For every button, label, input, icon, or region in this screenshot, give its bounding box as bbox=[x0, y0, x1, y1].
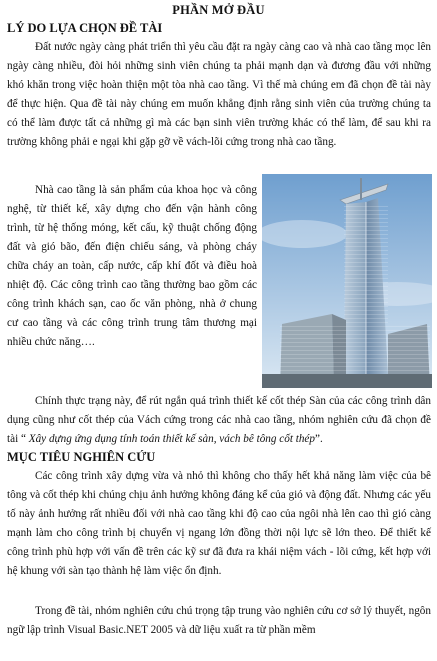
reason-paragraph-3-end: ”. bbox=[315, 433, 323, 445]
reason-paragraph-3-text: Chính thực trạng này, để rút ngắn quá trình thiết kế cốt thép Sàn của các công trình dân dụng cũng như cốt thép của Vách cứng trong các nhà cao tầng, nhóm nghiên cứu đã chọn đề tài “ bbox=[7, 395, 431, 445]
page-heading: PHẦN MỞ ĐẦU bbox=[172, 3, 265, 17]
reason-paragraph-1: Đất nước ngày càng phát triển thì yêu cầu đặt ra ngày càng cao và nhà cao tầng mọc lên ngày càng nhiều, đòi hỏi những sinh viên chúng ta phải mạnh dạn và đương đầu với những khó khăn trong việc hoàn thiện một tòa nhà cao tầng. Vì thế mà chúng em đã chọn đề tài này để thực hiện. Qua đề tài này chúng em muốn khẳng định rằng sinh viên của trường chúng ta có thể làm được tất cả những gì mà các bạn sinh viên trường khác có thể làm, để sau khi ra trường không phải e ngại khi gặp gỡ về vách-lõi cứng trong nhà cao tầng. bbox=[7, 41, 431, 148]
section-title-objective: MỤC TIÊU NGHIÊN CỨU bbox=[7, 450, 156, 464]
section-title-reason: LÝ DO LỰA CHỌN ĐỀ TÀI bbox=[7, 21, 163, 35]
objective-paragraph-1: Các công trình xây dựng vừa và nhỏ thì không cho thấy hết khả năng làm việc của bê tông và cốt thép khi chúng chịu ảnh hưởng không đáng kể của gió và động đất. Nhưng các yếu tố này ảnh hưởng rất nhiều đối với nhà cao tầng khi độ cao của ngôi nhà lên cao thì gió càng mạnh làm cho công trình bị chuyển vị ngang lớn đồng thời nội lực sẽ lớn theo. Để thiết kế công trình phù hợp với vấn đề trên các kỹ sư đã đưa ra khái niệm vách - lõi cứng, kết hợp với hệ khung với sàn tạo thành hệ làm việc ổn định. bbox=[7, 470, 431, 577]
building-image bbox=[262, 174, 432, 388]
project-title: Xây dựng ứng dụng tính toán thiết kế sàn, vách bê tông cốt thép bbox=[28, 433, 315, 445]
reason-paragraph-2: Nhà cao tầng là sản phẩm của khoa học và công nghệ, từ thiết kế, xây dựng cho đến vận hành công trình, từ hệ thống móng, kết cấu, kỹ thuật chống động đất và gió bão, đến điện chiếu sáng, và phòng cháy chữa cháy an toàn, cấp nước, cấp khí đốt và điều hoà nhiệt độ. Các công trình cao tầng thường bao gồm các công trình khách sạn, cao ốc văn phòng, nhà ở chung cư cao tầng và các công trình trung tâm thương mại nhiều chức năng…. bbox=[7, 184, 257, 348]
objective-paragraph-2: Trong đề tài, nhóm nghiên cứu chú trọng tập trung vào nghiên cứu cơ sở lý thuyết, ngôn ngữ lập trình Visual Basic.NET 2005 và dữ liệu xuất ra từ phần mềm bbox=[7, 605, 431, 636]
reason-paragraph-3 bbox=[7, 392, 431, 449]
skyscraper-photo bbox=[262, 174, 432, 388]
